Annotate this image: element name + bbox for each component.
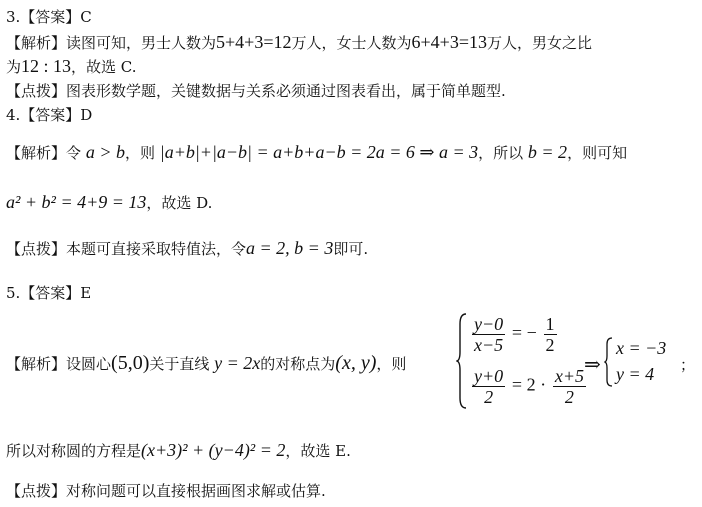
analysis-label: 【解析】 bbox=[6, 34, 67, 52]
q5-analysis-line3: 所以对称圆的方程是(x+3)² + (y−4)² = 2，故选 E. bbox=[6, 440, 351, 460]
q3-tip: 【点拨】图表形数学题，关键数据与关系必须通过图表看出，属于简单题型. bbox=[6, 82, 506, 100]
implies-arrow: ⇒ bbox=[584, 354, 601, 376]
q3-analysis-line1: 【解析】读图可知，男士人数为5+4+3=12万人，女士人数为6+4+3=13万人，男女之比 bbox=[6, 32, 592, 52]
tip-label: 【点拨】 bbox=[6, 482, 67, 500]
q5-answer: 5.【答案】E bbox=[6, 284, 92, 302]
tip-label: 【点拨】 bbox=[6, 82, 67, 100]
system-equation-1: $\frac{y-0}{x-5}$ = − $\frac{1}{2}$ bbox=[474, 314, 555, 355]
q3-answer: 3.【答案】C bbox=[6, 8, 92, 26]
system-left-brace bbox=[456, 312, 468, 410]
q4-answer: 4.【答案】D bbox=[6, 106, 93, 124]
q4-analysis-line2: a² + b² = 4+9 = 13，故选 D. bbox=[6, 192, 213, 212]
analysis-label: 【解析】 bbox=[6, 144, 67, 162]
q4-analysis-line1: 【解析】令 a > b，则 |a+b|+|a−b| = a+b+a−b = 2a = 6 ⇒ a = 3，所以 b = 2，则可知 bbox=[6, 142, 628, 162]
tip-label: 【点拨】 bbox=[6, 240, 67, 258]
result-x: x = −3 bbox=[616, 338, 667, 358]
system-equation-2: $\frac{y+0}{2}$ = 2 · $\frac{x+5}{2}$ bbox=[474, 366, 584, 407]
analysis-label: 【解析】 bbox=[6, 355, 67, 373]
result-y: y = 4 bbox=[616, 364, 655, 384]
q5-tip: 【点拨】对称问题可以直接根据画图求解或估算. bbox=[6, 482, 326, 500]
q5-analysis-line1: 【解析】设圆心(5,0)关于直线 y = 2x的对称点为(x, y)，则 bbox=[6, 352, 407, 374]
result-semicolon: ； bbox=[680, 356, 696, 374]
q4-tip: 【点拨】本题可直接采取特值法，令a = 2, b = 3即可. bbox=[6, 238, 369, 258]
q3-analysis-line2: 为12 : 13，故选 C. bbox=[6, 56, 137, 76]
result-left-brace bbox=[604, 336, 614, 388]
